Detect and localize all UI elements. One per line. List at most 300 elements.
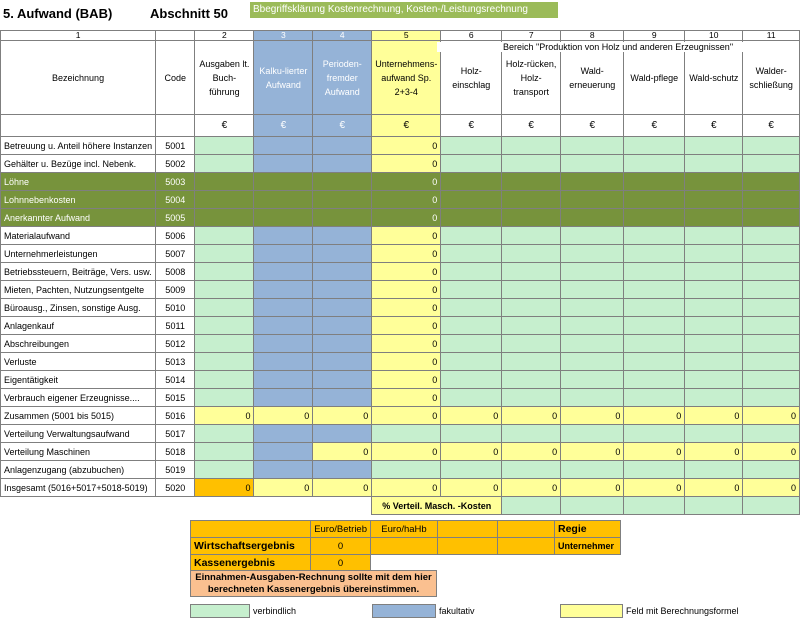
wirtschaftsergebnis-hahb[interactable] xyxy=(371,538,438,555)
cell-col-3[interactable] xyxy=(254,389,313,407)
cell-col-11[interactable]: 0 xyxy=(743,407,800,425)
cell-col-9[interactable] xyxy=(624,281,685,299)
cell-col-11[interactable] xyxy=(743,245,800,263)
cell-col-7[interactable] xyxy=(502,371,561,389)
cell-col-11[interactable] xyxy=(743,209,800,227)
cell-col-3[interactable] xyxy=(254,245,313,263)
cell-col-6[interactable] xyxy=(441,353,502,371)
column-number: 8 xyxy=(561,31,624,41)
euro-betrieb-header: Euro/Betrieb xyxy=(311,521,371,538)
cell-col-7[interactable] xyxy=(502,281,561,299)
legend-yellow-label: Feld mit Berechnungsformel xyxy=(626,606,739,616)
cell-col-5[interactable]: 0 xyxy=(372,227,441,245)
cell-col-9[interactable] xyxy=(624,173,685,191)
column-number: 3 xyxy=(254,31,313,41)
section-label: Abschnitt 50 xyxy=(150,6,229,21)
row-code: 5017 xyxy=(156,425,195,443)
cell-col-9[interactable] xyxy=(624,137,685,155)
table-row xyxy=(1,335,800,353)
cell-col-7[interactable]: 0 xyxy=(502,479,561,497)
legend-yellow-swatch xyxy=(560,604,623,618)
cell-col-11[interactable] xyxy=(743,353,800,371)
cell-col-2[interactable] xyxy=(195,245,254,263)
cell-col-10[interactable] xyxy=(685,263,743,281)
cell-col-11[interactable]: 0 xyxy=(743,443,800,461)
results-corner xyxy=(191,521,311,538)
table-row xyxy=(1,443,800,461)
row-code: 5008 xyxy=(156,263,195,281)
results-table xyxy=(190,520,621,572)
cell-col-11[interactable] xyxy=(743,227,800,245)
cell-col-4[interactable] xyxy=(313,245,372,263)
currency-symbol: € xyxy=(685,115,743,137)
cell-col-10[interactable] xyxy=(685,389,743,407)
cell-col-8[interactable] xyxy=(561,389,624,407)
column-header-code: Code xyxy=(156,41,195,115)
cell-col-2[interactable] xyxy=(195,317,254,335)
column-number: 6 xyxy=(441,31,502,41)
cell-col-8[interactable] xyxy=(561,245,624,263)
cell-col-10[interactable] xyxy=(685,209,743,227)
table-row xyxy=(1,461,800,479)
cell-col-10[interactable] xyxy=(685,173,743,191)
cell-col-2[interactable] xyxy=(195,209,254,227)
spacer xyxy=(254,497,313,515)
cell-col-3[interactable] xyxy=(254,335,313,353)
regie-label: Regie xyxy=(555,521,621,538)
column-header-c3: Kalku-lierter Aufwand xyxy=(254,41,313,115)
table-row xyxy=(1,155,800,173)
cell-col-3[interactable] xyxy=(254,317,313,335)
row-label: Eigentätigkeit xyxy=(1,371,156,389)
legend-green-swatch xyxy=(190,604,250,618)
cell-col-7[interactable] xyxy=(502,389,561,407)
cell-col-4[interactable]: 0 xyxy=(313,407,372,425)
row-code: 5020 xyxy=(156,479,195,497)
cell-col-8[interactable] xyxy=(561,317,624,335)
row-label: Betriebssteuern, Beiträge, Vers. usw. xyxy=(1,263,156,281)
cell-col-7[interactable] xyxy=(502,353,561,371)
row-label: Verluste xyxy=(1,353,156,371)
cell-col-7[interactable] xyxy=(502,245,561,263)
cell-col-9[interactable] xyxy=(624,335,685,353)
cell-col-9[interactable]: 0 xyxy=(624,479,685,497)
cell-col-4[interactable]: 0 xyxy=(313,443,372,461)
cell-col-6[interactable] xyxy=(441,425,502,443)
cell-col-4[interactable] xyxy=(313,299,372,317)
cell-col-5[interactable]: 0 xyxy=(372,335,441,353)
cell-col-3[interactable] xyxy=(254,353,313,371)
row-label: Anlagenzugang (abzubuchen) xyxy=(1,461,156,479)
cell-col-9[interactable]: 0 xyxy=(624,407,685,425)
cell-col-6[interactable] xyxy=(441,299,502,317)
cell-col-6[interactable] xyxy=(441,263,502,281)
cell-col-6[interactable] xyxy=(441,227,502,245)
cell-col-4[interactable] xyxy=(313,317,372,335)
cell-col-10[interactable] xyxy=(685,245,743,263)
cell-col-3[interactable] xyxy=(254,173,313,191)
cell-col-8[interactable]: 0 xyxy=(561,479,624,497)
table-row xyxy=(1,389,800,407)
cell-col-6[interactable] xyxy=(441,371,502,389)
cell-col-10[interactable] xyxy=(685,281,743,299)
row-label: Verbrauch eigener Erzeugnisse.... xyxy=(1,389,156,407)
cell-col-5[interactable]: 0 xyxy=(372,317,441,335)
cell-col-3[interactable]: 0 xyxy=(254,407,313,425)
cell-col-11[interactable] xyxy=(743,173,800,191)
cell-col-8[interactable] xyxy=(561,227,624,245)
row-code: 5004 xyxy=(156,191,195,209)
cell-col-3[interactable] xyxy=(254,425,313,443)
row-code: 5006 xyxy=(156,227,195,245)
table-row xyxy=(1,191,800,209)
cell-col-2[interactable] xyxy=(195,191,254,209)
table-row xyxy=(1,353,800,371)
table-row xyxy=(1,407,800,425)
cell-col-3[interactable]: 0 xyxy=(254,479,313,497)
cell-col-3[interactable] xyxy=(254,443,313,461)
cell-col-5[interactable] xyxy=(372,461,441,479)
row-label: Mieten, Pachten, Nutzungsentgelte xyxy=(1,281,156,299)
verteil-cell[interactable] xyxy=(561,497,624,515)
wirtschaftsergebnis-value[interactable]: 0 xyxy=(311,538,371,555)
row-label: Anlagenkauf xyxy=(1,317,156,335)
cell-col-9[interactable] xyxy=(624,209,685,227)
table-row xyxy=(1,281,800,299)
cell-col-5[interactable]: 0 xyxy=(372,173,441,191)
cell-col-8[interactable] xyxy=(561,173,624,191)
row-label: Abschreibungen xyxy=(1,335,156,353)
cell-col-11[interactable] xyxy=(743,317,800,335)
cell-col-6[interactable] xyxy=(441,245,502,263)
cell-col-5[interactable]: 0 xyxy=(372,371,441,389)
legend-green-label: verbindlich xyxy=(253,606,297,616)
cell-col-10[interactable] xyxy=(685,335,743,353)
cell-col-8[interactable] xyxy=(561,299,624,317)
cell-col-10[interactable] xyxy=(685,371,743,389)
cell-col-10[interactable] xyxy=(685,317,743,335)
cell-col-5[interactable]: 0 xyxy=(372,155,441,173)
cell-col-8[interactable]: 0 xyxy=(561,443,624,461)
row-code: 5015 xyxy=(156,389,195,407)
cell-col-3[interactable] xyxy=(254,281,313,299)
cell-col-4[interactable] xyxy=(313,137,372,155)
cell-col-5[interactable]: 0 xyxy=(372,353,441,371)
cell-col-7[interactable] xyxy=(502,209,561,227)
cell-col-4[interactable] xyxy=(313,389,372,407)
cell-col-6[interactable] xyxy=(441,155,502,173)
cell-col-7[interactable]: 0 xyxy=(502,443,561,461)
cell-col-9[interactable] xyxy=(624,371,685,389)
row-label: Zusammen (5001 bis 5015) xyxy=(1,407,156,425)
table-row xyxy=(1,137,800,155)
table-row xyxy=(1,209,800,227)
cell-col-4[interactable] xyxy=(313,155,372,173)
sheet-title: 5. Aufwand (BAB) xyxy=(3,6,113,21)
table-row xyxy=(1,173,800,191)
verteil-cell[interactable] xyxy=(685,497,743,515)
verteil-cell[interactable] xyxy=(502,497,561,515)
cell-col-6[interactable] xyxy=(441,389,502,407)
cell-col-7[interactable] xyxy=(502,155,561,173)
unternehmer-label: Unternehmer xyxy=(555,538,621,555)
cell-col-7[interactable] xyxy=(502,425,561,443)
cell-col-8[interactable] xyxy=(561,209,624,227)
cell-col-11[interactable] xyxy=(743,335,800,353)
row-label: Insgesamt (5016+5017+5018-5019) xyxy=(1,479,156,497)
cell-col-4[interactable] xyxy=(313,281,372,299)
cell-col-4[interactable] xyxy=(313,209,372,227)
cell-col-5[interactable]: 0 xyxy=(372,479,441,497)
column-header-c9: Wald-pflege xyxy=(624,41,685,115)
row-label: Lohnnebenkosten xyxy=(1,191,156,209)
cell-col-2[interactable] xyxy=(195,335,254,353)
cell-col-11[interactable] xyxy=(743,299,800,317)
cell-col-9[interactable] xyxy=(624,317,685,335)
column-header-c2: Ausgaben lt. Buch-führung xyxy=(195,41,254,115)
cell-col-6[interactable]: 0 xyxy=(441,479,502,497)
cell-col-10[interactable]: 0 xyxy=(685,443,743,461)
legend-blue-swatch xyxy=(372,604,436,618)
cell-col-4[interactable] xyxy=(313,191,372,209)
cell-col-5[interactable]: 0 xyxy=(372,299,441,317)
kassenergebnis-value[interactable]: 0 xyxy=(311,555,371,572)
cell-col-10[interactable] xyxy=(685,137,743,155)
spacer xyxy=(195,497,254,515)
cell-col-10[interactable] xyxy=(685,353,743,371)
column-header-c8: Wald-erneuerung xyxy=(561,41,624,115)
cell-col-2[interactable] xyxy=(195,389,254,407)
cell-col-7[interactable] xyxy=(502,173,561,191)
cell-col-10[interactable] xyxy=(685,461,743,479)
cell-col-4[interactable] xyxy=(313,461,372,479)
cell-col-10[interactable] xyxy=(685,227,743,245)
cell-col-11[interactable] xyxy=(743,137,800,155)
column-header-c5: Unternehmens-aufwand Sp. 2+3-4 xyxy=(372,41,441,115)
cell-col-11[interactable] xyxy=(743,389,800,407)
cell-col-2[interactable] xyxy=(195,281,254,299)
column-number: 1 xyxy=(1,31,156,41)
cell-col-9[interactable] xyxy=(624,191,685,209)
cell-col-6[interactable] xyxy=(441,173,502,191)
cell-col-11[interactable] xyxy=(743,425,800,443)
cell-col-9[interactable] xyxy=(624,245,685,263)
currency-symbol: € xyxy=(502,115,561,137)
cell-col-2[interactable] xyxy=(195,443,254,461)
cell-col-4[interactable] xyxy=(313,371,372,389)
cell-col-11[interactable] xyxy=(743,155,800,173)
row-code: 5011 xyxy=(156,317,195,335)
row-code: 5018 xyxy=(156,443,195,461)
column-number xyxy=(156,31,195,41)
cell-col-7[interactable] xyxy=(502,137,561,155)
cell-col-6[interactable]: 0 xyxy=(441,443,502,461)
cell-col-9[interactable] xyxy=(624,155,685,173)
column-number: 5 xyxy=(372,31,441,41)
cell-col-2[interactable] xyxy=(195,353,254,371)
cell-col-7[interactable] xyxy=(502,299,561,317)
cell-col-4[interactable] xyxy=(313,173,372,191)
cell-col-9[interactable] xyxy=(624,263,685,281)
row-label: Löhne xyxy=(1,173,156,191)
cell-col-5[interactable]: 0 xyxy=(372,137,441,155)
currency-spacer xyxy=(156,115,195,137)
cell-col-3[interactable] xyxy=(254,191,313,209)
verteil-cell[interactable] xyxy=(624,497,685,515)
currency-symbol: € xyxy=(441,115,502,137)
cell-col-7[interactable] xyxy=(502,227,561,245)
cell-col-2[interactable] xyxy=(195,155,254,173)
column-header-c10: Wald-schutz xyxy=(685,41,743,115)
bab-table xyxy=(0,30,800,515)
cell-col-4[interactable]: 0 xyxy=(313,479,372,497)
row-code: 5014 xyxy=(156,371,195,389)
cell-col-11[interactable]: 0 xyxy=(743,479,800,497)
cell-col-5[interactable]: 0 xyxy=(372,191,441,209)
cell-col-8[interactable] xyxy=(561,155,624,173)
row-label: Anerkannter Aufwand xyxy=(1,209,156,227)
column-number: 9 xyxy=(624,31,685,41)
row-code: 5003 xyxy=(156,173,195,191)
cell-col-3[interactable] xyxy=(254,155,313,173)
cell-col-6[interactable] xyxy=(441,281,502,299)
cell-col-11[interactable] xyxy=(743,461,800,479)
cell-col-8[interactable] xyxy=(561,371,624,389)
table-row xyxy=(1,263,800,281)
cell-col-6[interactable] xyxy=(441,335,502,353)
cell-col-10[interactable] xyxy=(685,425,743,443)
cell-col-5[interactable]: 0 xyxy=(372,443,441,461)
euro-hahb-header: Euro/haHb xyxy=(371,521,438,538)
cell-col-8[interactable] xyxy=(561,137,624,155)
cell-col-7[interactable] xyxy=(502,461,561,479)
cell-col-2[interactable] xyxy=(195,371,254,389)
cell-col-6[interactable] xyxy=(441,137,502,155)
cell-col-5[interactable]: 0 xyxy=(372,245,441,263)
cell-col-5[interactable]: 0 xyxy=(372,281,441,299)
row-code: 5001 xyxy=(156,137,195,155)
cell-col-3[interactable] xyxy=(254,299,313,317)
cell-col-9[interactable] xyxy=(624,461,685,479)
row-label: Verteilung Maschinen xyxy=(1,443,156,461)
cell-col-8[interactable] xyxy=(561,425,624,443)
cell-col-3[interactable] xyxy=(254,137,313,155)
cell-col-8[interactable] xyxy=(561,281,624,299)
cell-col-5[interactable]: 0 xyxy=(372,263,441,281)
cell-col-9[interactable] xyxy=(624,353,685,371)
cell-col-5[interactable] xyxy=(372,425,441,443)
cell-col-4[interactable] xyxy=(313,353,372,371)
row-code: 5009 xyxy=(156,281,195,299)
sheet-header xyxy=(0,0,800,30)
cell-col-6[interactable] xyxy=(441,191,502,209)
cell-col-6[interactable] xyxy=(441,461,502,479)
cell-col-6[interactable]: 0 xyxy=(441,407,502,425)
cell-col-8[interactable]: 0 xyxy=(561,407,624,425)
cell-col-2[interactable] xyxy=(195,137,254,155)
cell-col-6[interactable] xyxy=(441,209,502,227)
cell-col-3[interactable] xyxy=(254,227,313,245)
column-header-c11: Walder-schließung xyxy=(743,41,800,115)
bereich-label: Bereich "Produktion von Holz und anderen Erzeugnissen" xyxy=(437,42,799,52)
cell-col-9[interactable] xyxy=(624,425,685,443)
cell-col-8[interactable] xyxy=(561,263,624,281)
cell-col-3[interactable] xyxy=(254,263,313,281)
currency-symbol: € xyxy=(743,115,800,137)
row-code: 5013 xyxy=(156,353,195,371)
currency-symbol: € xyxy=(624,115,685,137)
cell-col-10[interactable] xyxy=(685,299,743,317)
cell-col-9[interactable]: 0 xyxy=(624,443,685,461)
cell-col-4[interactable] xyxy=(313,335,372,353)
cell-col-11[interactable] xyxy=(743,263,800,281)
cell-col-10[interactable] xyxy=(685,155,743,173)
cell-col-2[interactable] xyxy=(195,173,254,191)
cell-col-7[interactable] xyxy=(502,335,561,353)
currency-symbol: € xyxy=(561,115,624,137)
cell-col-11[interactable] xyxy=(743,191,800,209)
cell-col-11[interactable] xyxy=(743,281,800,299)
cell-col-5[interactable]: 0 xyxy=(372,389,441,407)
currency-spacer xyxy=(1,115,156,137)
cell-col-5[interactable]: 0 xyxy=(372,407,441,425)
cell-col-11[interactable] xyxy=(743,371,800,389)
row-code: 5019 xyxy=(156,461,195,479)
row-code: 5016 xyxy=(156,407,195,425)
row-label: Büroausg., Zinsen, sonstige Ausg. xyxy=(1,299,156,317)
cell-col-9[interactable] xyxy=(624,227,685,245)
cell-col-7[interactable] xyxy=(502,263,561,281)
cell-col-5[interactable]: 0 xyxy=(372,209,441,227)
cell-col-8[interactable] xyxy=(561,335,624,353)
cell-col-7[interactable]: 0 xyxy=(502,407,561,425)
cell-col-3[interactable] xyxy=(254,461,313,479)
column-header-bezeichnung: Bezeichnung xyxy=(1,41,156,115)
cell-col-4[interactable] xyxy=(313,425,372,443)
cell-col-8[interactable] xyxy=(561,191,624,209)
cell-col-2[interactable]: 0 xyxy=(195,407,254,425)
cell-col-10[interactable]: 0 xyxy=(685,407,743,425)
row-label: Betreuung u. Anteil höhere Instanzen xyxy=(1,137,156,155)
cell-col-4[interactable] xyxy=(313,227,372,245)
cell-col-2[interactable]: 0 xyxy=(195,479,254,497)
cell-col-6[interactable] xyxy=(441,317,502,335)
table-row xyxy=(1,371,800,389)
cell-col-2[interactable] xyxy=(195,263,254,281)
cell-col-10[interactable] xyxy=(685,191,743,209)
definition-banner[interactable]: Bbegriffsklärung Kostenrechnung, Kosten-/Leistungsrechnung xyxy=(250,2,558,18)
cell-col-2[interactable] xyxy=(195,299,254,317)
cell-col-8[interactable] xyxy=(561,461,624,479)
table-row xyxy=(1,425,800,443)
cell-col-10[interactable]: 0 xyxy=(685,479,743,497)
cell-col-2[interactable] xyxy=(195,227,254,245)
cell-col-9[interactable] xyxy=(624,299,685,317)
cell-col-2[interactable] xyxy=(195,461,254,479)
cell-col-9[interactable] xyxy=(624,389,685,407)
cell-col-2[interactable] xyxy=(195,425,254,443)
cell-col-8[interactable] xyxy=(561,353,624,371)
verteil-cell[interactable] xyxy=(743,497,800,515)
cell-col-7[interactable] xyxy=(502,191,561,209)
table-row xyxy=(1,479,800,497)
column-header-c6: Holz-einschlag xyxy=(441,41,502,115)
cell-col-3[interactable] xyxy=(254,209,313,227)
cell-col-7[interactable] xyxy=(502,317,561,335)
cell-col-4[interactable] xyxy=(313,263,372,281)
currency-symbol: € xyxy=(254,115,313,137)
cell-col-3[interactable] xyxy=(254,371,313,389)
